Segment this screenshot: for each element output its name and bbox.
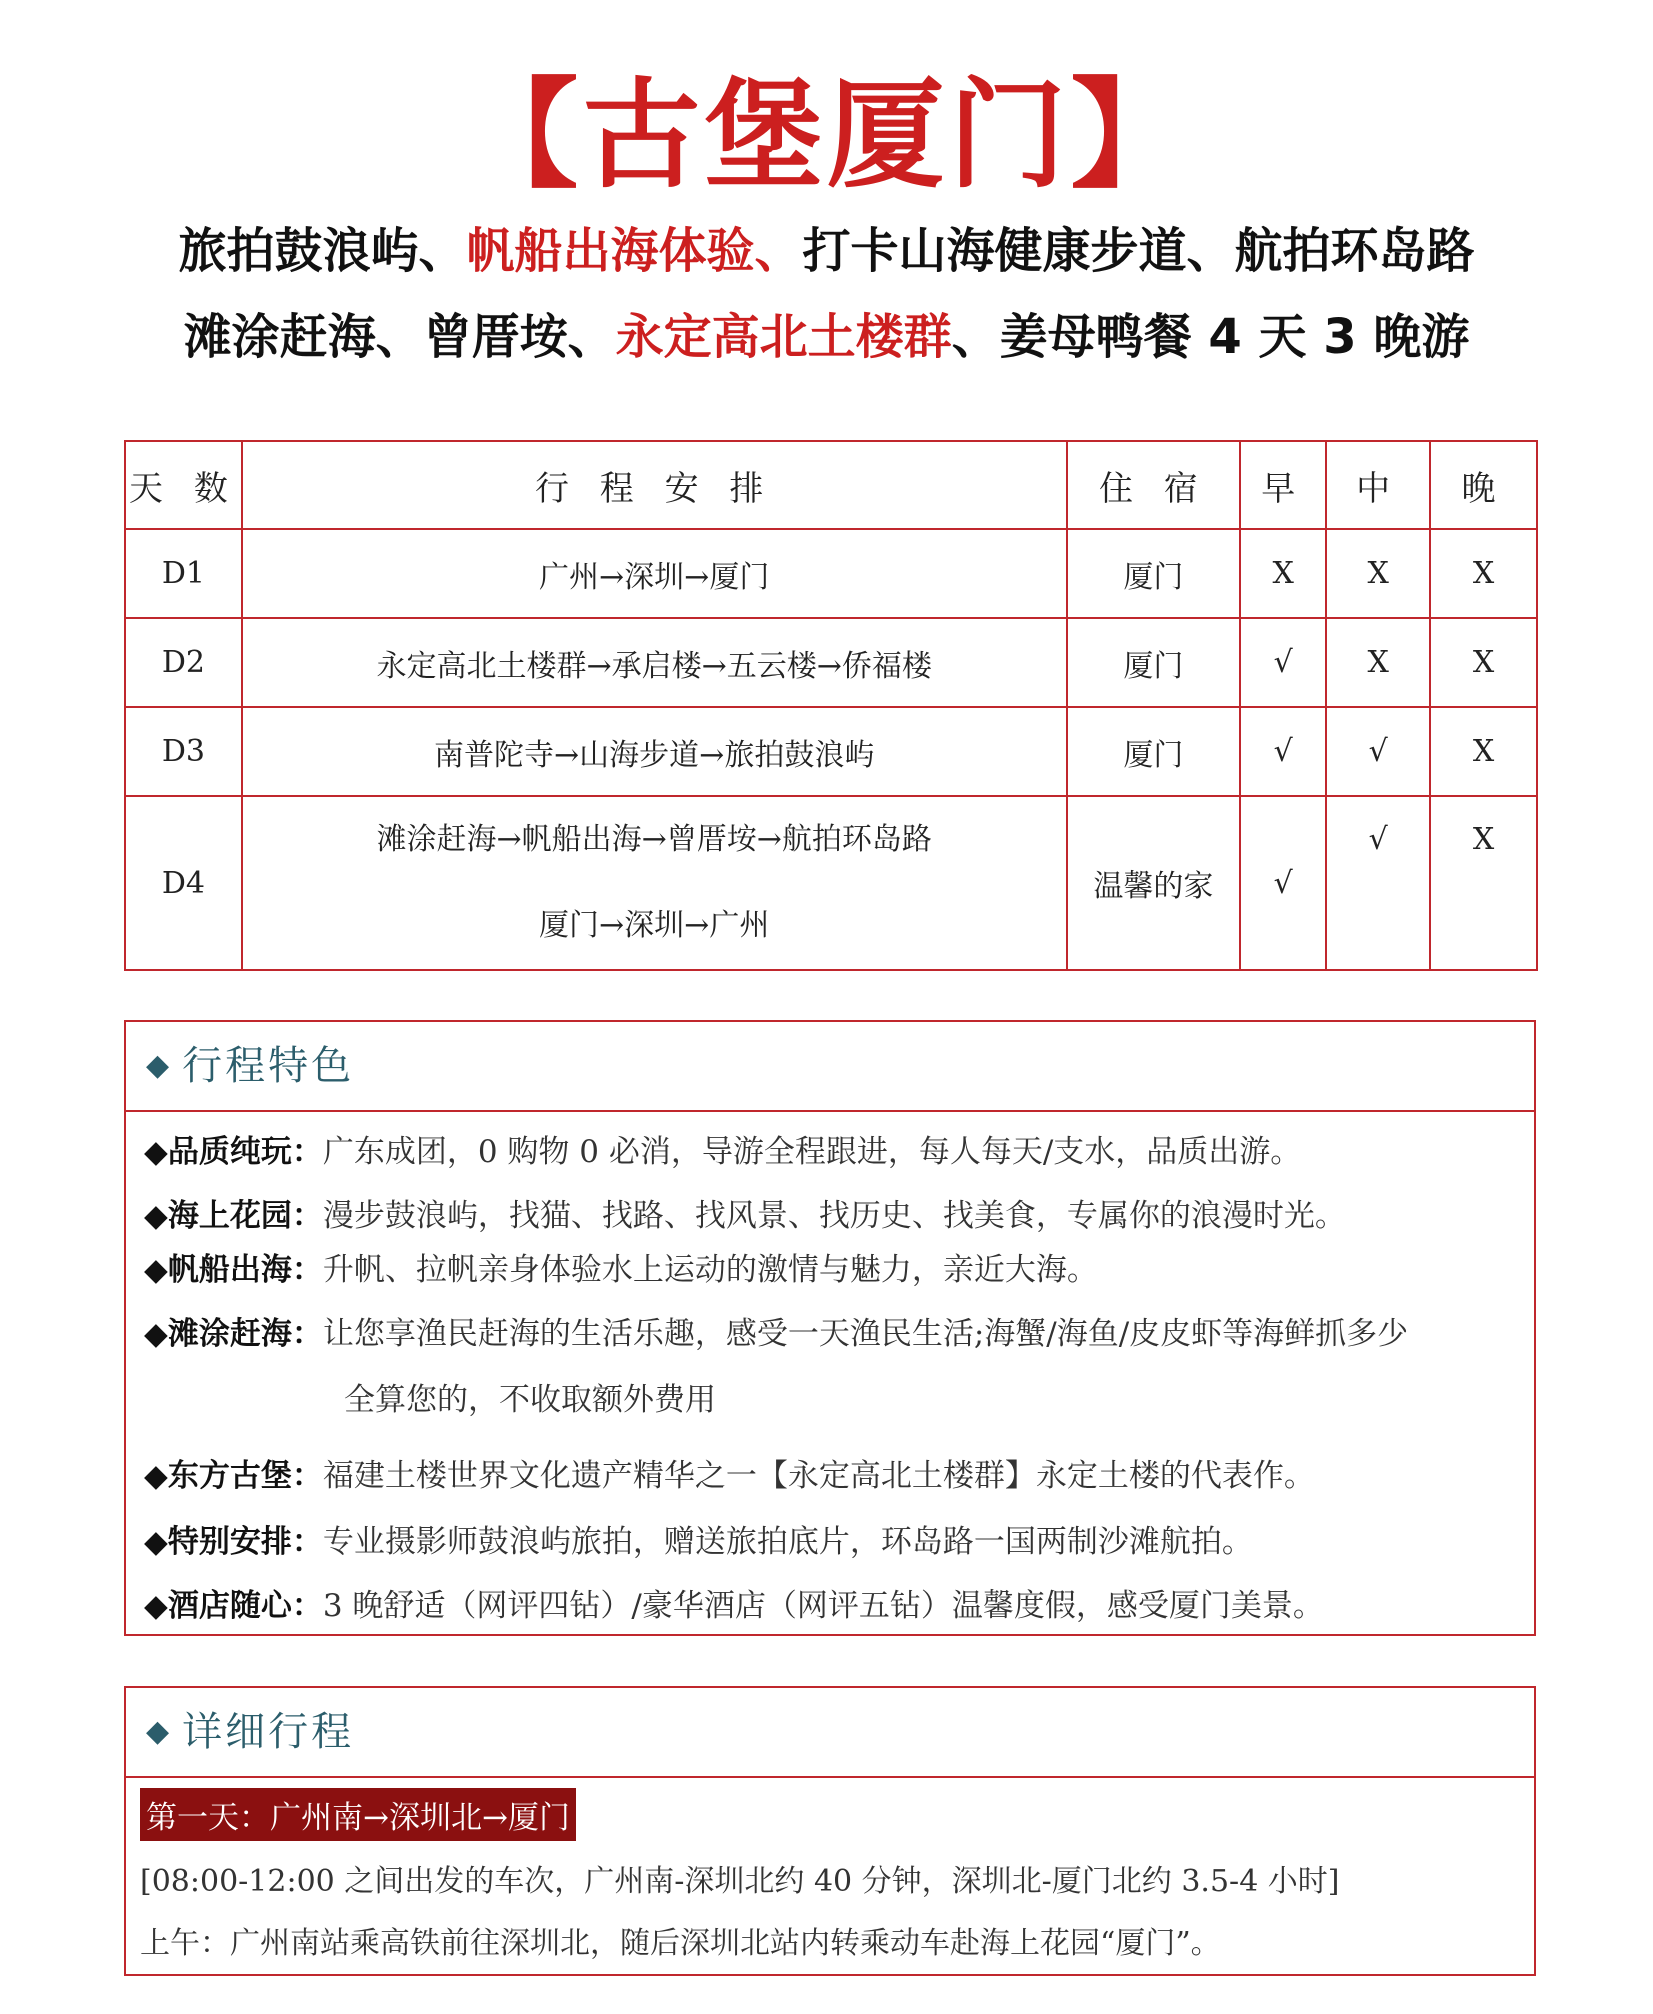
day-cell: D3: [125, 707, 242, 796]
diamond-icon: ◆: [146, 1714, 173, 1749]
features-heading-text: 行程特色: [182, 1043, 355, 1089]
table-row: [125, 796, 1537, 970]
breakfast-cell: X: [1240, 529, 1326, 618]
feature-item: [144, 1450, 1315, 1495]
dinner-value: X: [1472, 822, 1495, 857]
details-heading-text: 详细行程: [182, 1709, 355, 1755]
features-box: [124, 1020, 1536, 1636]
itinerary-line-2: 厦门→深圳→广州: [539, 908, 770, 943]
table-row: [125, 707, 1537, 796]
feature-value: 3 晚舒适（网评四钻）/豪华酒店（网评五钻）温馨度假，感受厦门美景。: [322, 1588, 1324, 1624]
table-row: [125, 618, 1537, 707]
header-hotel: 住 宿: [1067, 441, 1241, 529]
itinerary-cell: 永定高北土楼群→承启楼→五云楼→侨福楼: [242, 618, 1067, 707]
lunch-cell: X: [1326, 618, 1430, 707]
feature-value: 升帆、拉帆亲身体验水上运动的激情与魅力，亲近大海。: [322, 1252, 1098, 1288]
header-dinner: 晚: [1430, 441, 1537, 529]
day1-title: 第一天：广州南→深圳北→厦门: [140, 1788, 576, 1841]
dinner-cell: [1430, 796, 1537, 970]
itinerary-cell: 广州→深圳→厦门: [242, 529, 1067, 618]
feature-value: 广东成团，0 购物 0 必消，导游全程跟进，每人每天/支水，品质出游。: [322, 1134, 1302, 1170]
header-lunch: 中: [1326, 441, 1430, 529]
subtitle-1-part-3: 打卡山海健康步道、航拍环岛路: [802, 223, 1475, 279]
subtitle-2-part-3: 、姜母鸭餐 4 天 3 晚游: [951, 309, 1470, 365]
header-itinerary: 行 程 安 排: [242, 441, 1067, 529]
dinner-cell: X: [1430, 529, 1537, 618]
day1-morning: 上午：广州南站乘高铁前往深圳北，随后深圳北站内转乘动车赴海上花园“厦门”。: [140, 1926, 1221, 1961]
dinner-cell: X: [1430, 707, 1537, 796]
subtitle-line-2: [0, 298, 1653, 367]
feature-key: ◆东方古堡：: [144, 1458, 323, 1494]
lunch-value: √: [1368, 822, 1388, 857]
feature-key: ◆滩涂赶海：: [144, 1316, 323, 1352]
day-cell: D1: [125, 529, 242, 618]
day-cell: D4: [125, 796, 242, 970]
feature-value: 漫步鼓浪屿，找猫、找路、找风景、找历史、找美食，专属你的浪漫时光。: [322, 1198, 1346, 1234]
feature-key: ◆品质纯玩：: [144, 1134, 323, 1170]
feature-item: [144, 1308, 1408, 1353]
subtitle-2-highlight: 永定高北土楼群: [615, 309, 952, 365]
lunch-cell: X: [1326, 529, 1430, 618]
feature-key: ◆特别安排：: [144, 1524, 323, 1560]
feature-key: ◆酒店随心：: [144, 1588, 323, 1624]
feature-item: [144, 1126, 1301, 1171]
feature-value: 福建土楼世界文化遗产精华之一【永定高北土楼群】永定土楼的代表作。: [322, 1458, 1315, 1494]
header-days: 天 数: [125, 441, 242, 529]
hotel-cell: 厦门: [1067, 529, 1241, 618]
feature-value: 让您享渔民赶海的生活乐趣，感受一天渔民生活;海蟹/海鱼/皮皮虾等海鲜抓多少: [322, 1316, 1409, 1352]
breakfast-cell: √: [1240, 707, 1326, 796]
feature-item: [144, 1580, 1324, 1625]
feature-key: ◆海上花园：: [144, 1198, 323, 1234]
itinerary-table: [124, 440, 1538, 971]
feature-value: 专业摄影师鼓浪屿旅拍，赠送旅拍底片，环岛路一国两制沙滩航拍。: [322, 1524, 1253, 1560]
table-header-row: [125, 441, 1537, 529]
feature-continuation: [344, 1374, 716, 1419]
breakfast-cell: √: [1240, 618, 1326, 707]
hotel-cell: 厦门: [1067, 618, 1241, 707]
breakfast-cell: √: [1240, 796, 1326, 970]
subtitle-1-highlight: 帆船出海体验、: [466, 223, 803, 279]
page-title: 【古堡厦门】: [460, 66, 1193, 204]
table-row: [125, 529, 1537, 618]
subtitle-1-part-1: 旅拍鼓浪屿、: [178, 223, 467, 279]
itinerary-line-1: 滩涂赶海→帆船出海→曾厝垵→航拍环岛路: [376, 822, 932, 857]
day-cell: D2: [125, 618, 242, 707]
diamond-icon: ◆: [146, 1048, 173, 1083]
day1-note: [08:00-12:00 之间出发的车次，广州南-深圳北约 40 分钟，深圳北-厦门北约 3.5-4 小时]: [140, 1864, 1340, 1899]
dinner-cell: X: [1430, 618, 1537, 707]
feature-value: 全算您的，不收取额外费用: [344, 1382, 716, 1418]
hotel-cell: 温馨的家: [1067, 796, 1241, 970]
features-heading: [126, 1022, 1534, 1112]
feature-item: [144, 1190, 1346, 1235]
feature-item: [144, 1516, 1253, 1561]
subtitle-2-part-1: 滩涂赶海、曾厝垵、: [183, 309, 616, 365]
header-breakfast: 早: [1240, 441, 1326, 529]
subtitle-line-1: [0, 212, 1653, 281]
itinerary-cell: [242, 796, 1067, 970]
lunch-cell: √: [1326, 707, 1430, 796]
details-heading: [126, 1688, 1534, 1778]
feature-item: [144, 1244, 1098, 1289]
lunch-cell: [1326, 796, 1430, 970]
details-box: [124, 1686, 1536, 1976]
hotel-cell: 厦门: [1067, 707, 1241, 796]
feature-key: ◆帆船出海：: [144, 1252, 323, 1288]
itinerary-cell: 南普陀寺→山海步道→旅拍鼓浪屿: [242, 707, 1067, 796]
